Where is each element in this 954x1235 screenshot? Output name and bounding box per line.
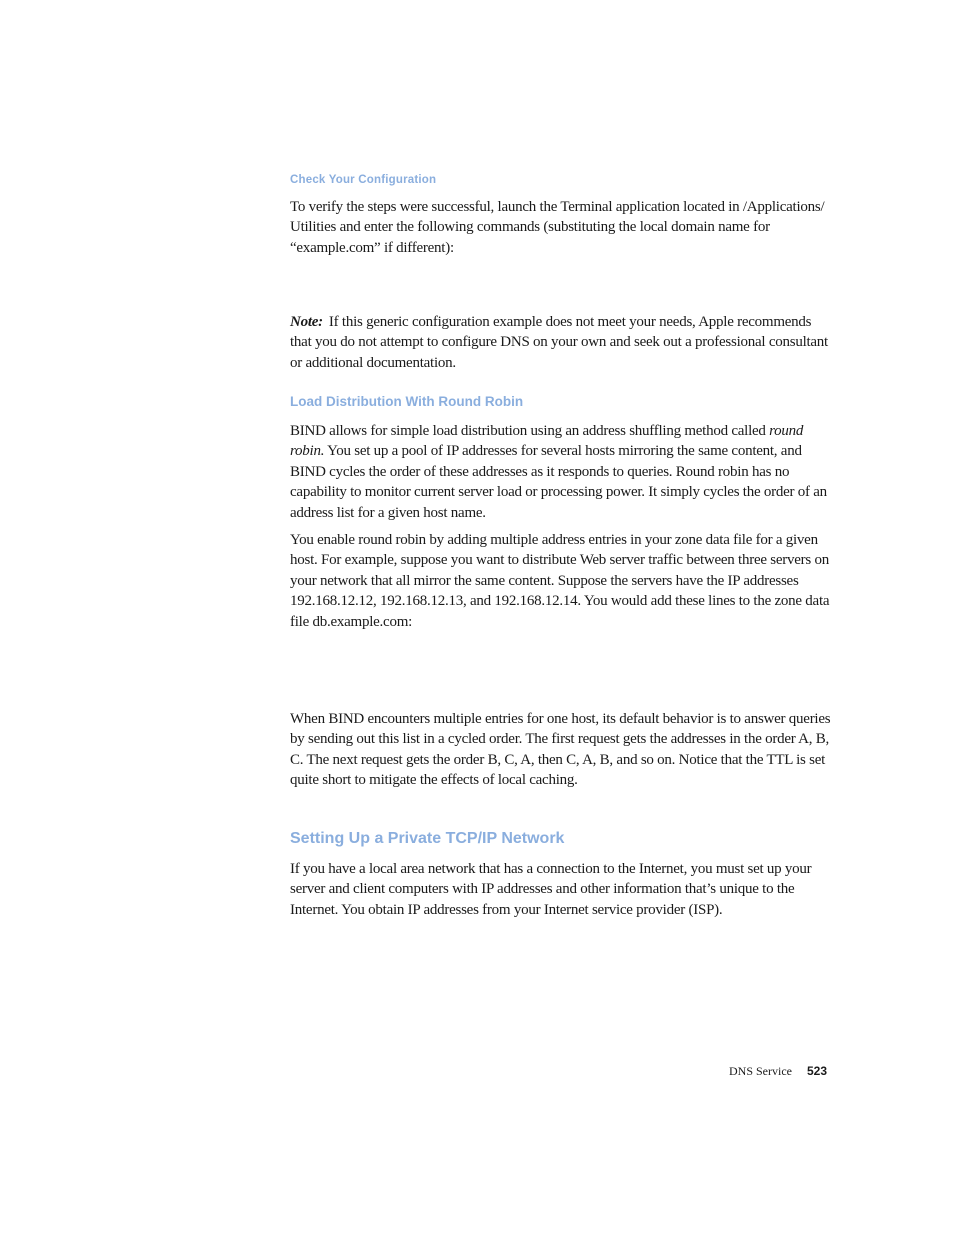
- paragraph-round-robin-behavior: When BIND encounters multiple entries for one host, its default behavior is to answer queries by sending out this list in a cycled order. The first request gets the addresses in the order A, B, C. The next request gets the order B, C, A, then C, A, B, and so on. Notice that the TTL is set quite short to mitigate the effects of local caching.: [290, 711, 831, 789]
- heading-private-network: Setting Up a Private TCP/IP Network: [290, 830, 565, 847]
- paragraph-round-robin-setup: You enable round robin by adding multiple address entries in your zone data file for a given host. For example, suppose you want to distribute Web server traffic between three servers on your network that all mirror the same content. Suppose the servers have the IP addresses 192.168.12.12, 192.168.12.13, and 192.168.12.14. You would add these lines to the zone data file db.example.com:: [290, 532, 830, 630]
- footer-page-number: 523: [807, 1064, 828, 1078]
- footer-section-name: DNS Service: [729, 1064, 792, 1078]
- heading-check-your-configuration: Check Your Configuration: [290, 174, 437, 186]
- note-label: Note:: [290, 314, 323, 330]
- note-body: If this generic configuration example does not meet your needs, Apple recommends that you do not attempt to configure DNS on your own and seek out a professional consultant or additional documentation.: [290, 314, 828, 371]
- round-robin-intro-rest: You set up a pool of IP addresses for several hosts mirroring the same content, and BIND cycles the order of these addresses as it responds to queries. Round robin has no capability to monitor current server load or processing power. It simply cycles the order of an address list for a given host name.: [290, 443, 827, 521]
- paragraph-private-network: If you have a local area network that has a connection to the Internet, you must set up your server and client computers with IP addresses and other information that’s unique to the Internet. You obtain IP addresses from your Internet service provider (ISP).: [290, 861, 812, 918]
- heading-load-distribution: Load Distribution With Round Robin: [290, 394, 524, 409]
- paragraph-check-configuration: To verify the steps were successful, launch the Terminal application located in /Applications/ Utilities and enter the following commands (substituting the local domain name for “example.com” if different):: [290, 199, 825, 256]
- round-robin-intro-start: BIND allows for simple load distribution using an address shuffling method called: [290, 423, 770, 439]
- paragraph-round-robin-intro: [290, 421, 835, 523]
- round-robin-term: round robin.: [290, 423, 804, 460]
- note-paragraph: [290, 312, 835, 373]
